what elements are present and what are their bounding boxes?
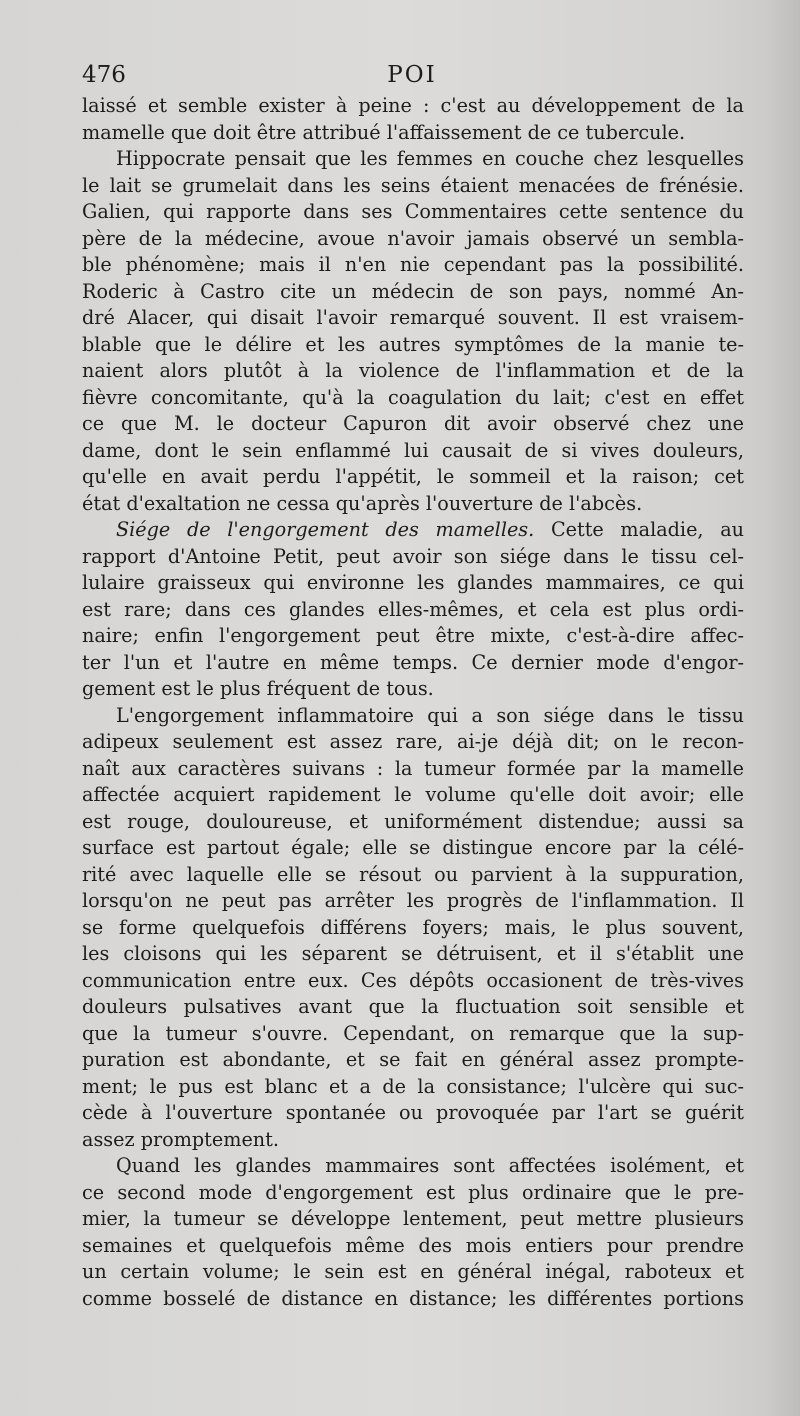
text-line: naire; enfin l'engorgement peut être mixte, c'est-à-dire affec- <box>82 624 744 647</box>
text-line: L'engorgement inflammatoire qui a son siége dans le tissu <box>116 703 744 727</box>
text-line: état d'exaltation ne cessa qu'après l'ouverture de l'abcès. <box>82 491 643 515</box>
text-line: ce que M. le docteur Capuron dit avoir observé chez une <box>82 412 744 435</box>
text-line: cède à l'ouverture spontanée ou provoquée par l'art se guérit <box>82 1101 744 1124</box>
text-line: lorsqu'on ne peut pas arrêter les progrès de l'inflammation. Il <box>82 889 744 912</box>
text-line: Quand les glandes mammaires sont affectées isolément, et <box>116 1154 744 1177</box>
text-line: naît aux caractères suivans : la tumeur formée par la mamelle <box>82 756 744 780</box>
text-line: ter l'un et l'autre en même temps. Ce dernier mode d'engor- <box>82 650 744 674</box>
text-line: le lait se grumelait dans les seins étaient menacées de frénésie. <box>82 173 744 197</box>
text-line: puration est abondante, et se fait en général assez prompte- <box>82 1048 744 1071</box>
text-line: comme bosselé de distance en distance; les différentes portions <box>82 1286 744 1310</box>
text-line: Hippocrate pensait que les femmes en couche chez lesquelles <box>116 147 744 170</box>
text-line: mamelle que doit être attribué l'affaissement de ce tubercule. <box>82 120 686 144</box>
text-line: fièvre concomitante, qu'à la coagulation du lait; c'est en effet <box>82 385 744 409</box>
text-line: mier, la tumeur se développe lentement, peut mettre plusieurs <box>82 1207 744 1230</box>
text-line: Galien, qui rapporte dans ses Commentaires cette sentence du <box>82 200 744 223</box>
running-head: POI <box>387 62 437 88</box>
text-line: père de la médecine, avoue n'avoir jamais observé un sembla- <box>82 226 744 250</box>
text-line: un certain volume; le sein est en général inégal, raboteux et <box>82 1260 744 1283</box>
text-line: qu'elle en avait perdu l'appétit, le sommeil et la raison; cet <box>82 465 744 488</box>
text-line: assez promptement. <box>82 1127 279 1151</box>
text-line: naient alors plutôt à la violence de l'inflammation et de la <box>82 359 744 382</box>
text-line: ce second mode d'engorgement est plus ordinaire que le pre- <box>82 1180 744 1204</box>
text-line: gement est le plus fréquent de tous. <box>82 677 434 700</box>
text-line: communication entre eux. Ces dépôts occasionent de très-vives <box>82 968 744 992</box>
text-line: lulaire graisseux qui environne les glandes mammaires, ce qui <box>82 571 744 594</box>
text-line: ment; le pus est blanc et a de la consistance; l'ulcère qui suc- <box>82 1074 744 1098</box>
text-line: rité avec laquelle elle se résout ou parvient à la suppuration, <box>82 862 744 886</box>
text-line: semaines et quelquefois même des mois entiers pour prendre <box>82 1233 744 1257</box>
text-line: rapport d'Antoine Petit, peut avoir son siége dans le tissu cel- <box>82 544 744 568</box>
text-line: Roderic à Castro cite un médecin de son pays, nommé An- <box>82 279 744 303</box>
page-header <box>82 62 742 92</box>
text-line: adipeux seulement est assez rare, ai-je déjà dit; on le recon- <box>82 730 744 753</box>
page-number: 476 <box>82 62 126 88</box>
text-line: ble phénomène; mais il n'en nie cependant pas la possibilité. <box>82 253 744 276</box>
section-title: Siége de l'engorgement des mamelles. <box>116 518 535 541</box>
text-line: douleurs pulsatives avant que la fluctuation soit sensible et <box>82 995 744 1018</box>
text-line: se forme quelquefois différens foyers; mais, le plus souvent, <box>82 915 744 939</box>
text-line: dré Alacer, qui disait l'avoir remarqué souvent. Il est vraisem- <box>82 306 744 329</box>
text-line <box>82 517 744 544</box>
text-line: est rare; dans ces glandes elles-mêmes, et cela est plus ordi- <box>82 597 744 621</box>
text-line: est rouge, douloureuse, et uniformément distendue; aussi sa <box>82 809 744 833</box>
page-edge-shadow <box>764 0 800 1416</box>
text-line: laissé et semble exister à peine : c'est au développement de la <box>82 94 744 117</box>
text-line: les cloisons qui les séparent se détruisent, et il s'établit une <box>82 942 744 965</box>
text-line: dame, dont le sein enflammé lui causait de si vives douleurs, <box>82 438 744 462</box>
text-line: que la tumeur s'ouvre. Cependant, on remarque que la sup- <box>82 1021 744 1045</box>
text-line: affectée acquiert rapidement le volume qu'elle doit avoir; elle <box>82 783 744 806</box>
text-line: blable que le délire et les autres symptômes de la manie te- <box>82 332 744 356</box>
line-text: Cette maladie, au <box>534 518 744 541</box>
body-text <box>82 93 744 1312</box>
text-line: surface est partout égale; elle se distingue encore par la célé- <box>82 836 744 859</box>
